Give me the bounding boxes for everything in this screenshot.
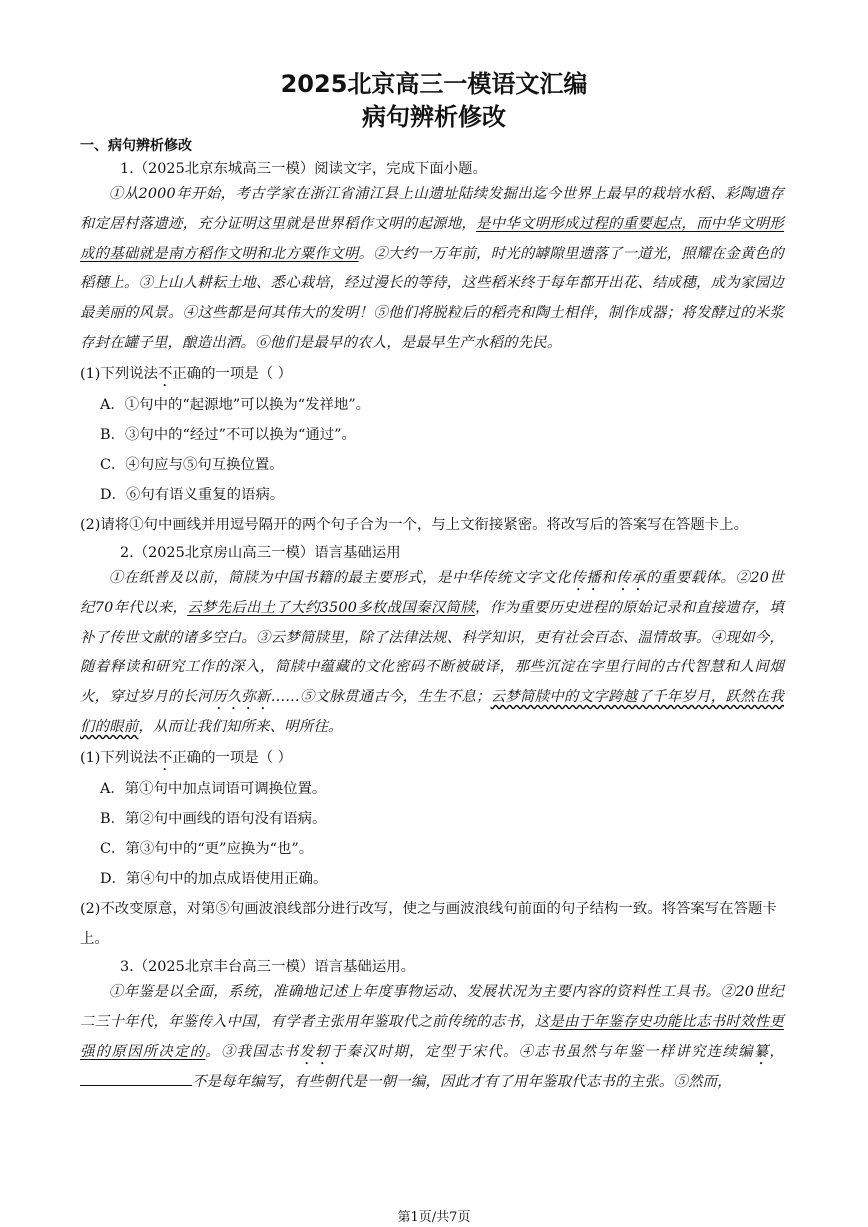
document-title-line1: 2025北京高三一模语文汇编	[280, 70, 588, 98]
dotted-word: 纂	[753, 1043, 770, 1060]
question-1-sub-1: (1)下列说法不正确的一项是（ ）	[80, 365, 293, 382]
question-1-option-a: A．①句中的“起源地”可以换为“发祥地”。	[100, 396, 371, 413]
section-heading: 一、病句辨析修改	[80, 138, 192, 154]
emphasis-dot-word: 不	[157, 365, 173, 382]
question-2-passage: ①在纸普及以前，简牍为中国书籍的最主要形式，是中华传统文字文化传播和传承的重要载体。②20世纪70年代以来，云梦先后出土了大约3500多枚战国秦汉简牍，作为重要历史进程的原始记录和直接遗存，填补了传世文献的诸多空白。③云梦简牍里，除了法律法规、科学知识，更有社会百态、温情故事。④现如今，随着释读和研究工作的深入，简牍中蕴藏的文化密码不断被破译，那些沉淀在字里行间的古代智慧和人间烟火，穿过岁月的长河历久弥新……⑤文脉贯通古今，生生不息；云梦简牍中的文字跨越了千年岁月，跃然在我们的眼前，从而让我们知所来、明所往。	[80, 569, 785, 736]
question-1-sub-2: (2)请将①句中画线并用逗号隔开的两个句子合为一个，与上文衔接紧密。将改写后的答案写在答题卡上。	[80, 516, 748, 533]
question-2-sub-2: (2)不改变原意，对第⑤句画波浪线部分进行改写，使之与画波浪线句前面的句子结构一致。将答案写在答题卡上。	[80, 900, 777, 947]
question-2-heading: 2.（2025北京房山高三一模）语言基础运用	[120, 544, 401, 561]
question-2-option-c: C．第③句中的“更”应换为“也”。	[100, 840, 314, 857]
question-1-option-d: D．⑥句有语义重复的语病。	[100, 486, 285, 503]
document-title-line2: 病句辨析修改	[362, 103, 506, 131]
dotted-word: 发轫	[299, 1043, 331, 1060]
question-1-option-b: B．③句中的“经过”不可以换为“通过”。	[100, 426, 356, 443]
page-footer: 第1页/共7页	[397, 1210, 471, 1225]
question-2-option-d: D．第④句中的加点成语使用正确。	[100, 870, 328, 887]
dotted-word: 传承	[616, 569, 646, 586]
question-1-option-c: C．④句应与⑤句互换位置。	[100, 456, 284, 473]
underlined-sentence: 云梦先后出土了大约3500多枚战国秦汉简牍	[187, 599, 475, 616]
underlined-sentence: 是由于年鉴存史功能比志书时效性更强的原因所决定的	[80, 1013, 785, 1060]
question-2-option-a: A．第①句中加点词语可调换位置。	[100, 780, 327, 797]
question-3-passage: ①年鉴是以全面，系统，准确地记述上年度事物运动、发展状况为主要内容的资料性工具书。②20世纪二三十年代，年鉴传入中国，有学者主张用年鉴取代之前传统的志书，这是由于年鉴存史功能比志书时效性更强的原因所决定的。③我国志书发轫于秦汉时期，定型于宋代。④志书虽然与年鉴一样讲究连续编纂，不是每年编写，有些朝代是一朝一编，因此才有了用年鉴取代志书的主张。⑤然而，	[80, 983, 785, 1090]
dotted-word: 传播	[571, 569, 602, 586]
question-1-heading: 1.（2025北京东城高三一模）阅读文字，完成下面小题。	[120, 161, 487, 177]
document-body	[80, 156, 784, 1097]
wavy-underlined-sentence: 云梦简牍中的文字跨越了千年岁月，跃然在我们的眼前	[80, 689, 784, 736]
question-2-sub-1: (1)下列说法不正确的一项是（ ）	[80, 749, 293, 766]
emphasis-dot-word: 不	[157, 749, 173, 766]
question-3-heading: 3.（2025北京丰台高三一模）语言基础运用。	[120, 958, 415, 975]
question-1-passage: ①从2000年开始，考古学家在浙江省浦江县上山遗址陆续发掘出迄今世界上最早的栽培水稻、彩陶遗存和定居村落遗迹，充分证明这里就是世界稻作文明的起源地，是中华文明形成过程的重要起点，而中华文明形成的基础就是南方稻作文明和北方粟作文明。②大约一万年前，时光的罅隙里遗落了一道光，照耀在金黄色的稻穗上。③上山人耕耘土地、悉心栽培，经过漫长的等待，这些稻米终于每年都开出花、结成穗，成为家园边最美丽的风景。④这些都是何其伟大的发明！⑤他们将脱粒后的稻壳和陶土相伴，制作成器；将发酵过的米浆存封在罐子里，酿造出酒。⑥他们是最早的农人，是最早生产水稻的先民。	[80, 186, 785, 351]
fill-in-blank	[80, 1071, 192, 1086]
question-2-option-b: B．第②句中画线的语句没有语病。	[100, 810, 327, 827]
underlined-sentence: 是中华文明形成过程的重要起点，而中华文明形成的基础就是南方稻作文明和北方粟作文明	[80, 215, 785, 262]
dotted-idiom: 历久弥新	[212, 689, 271, 706]
